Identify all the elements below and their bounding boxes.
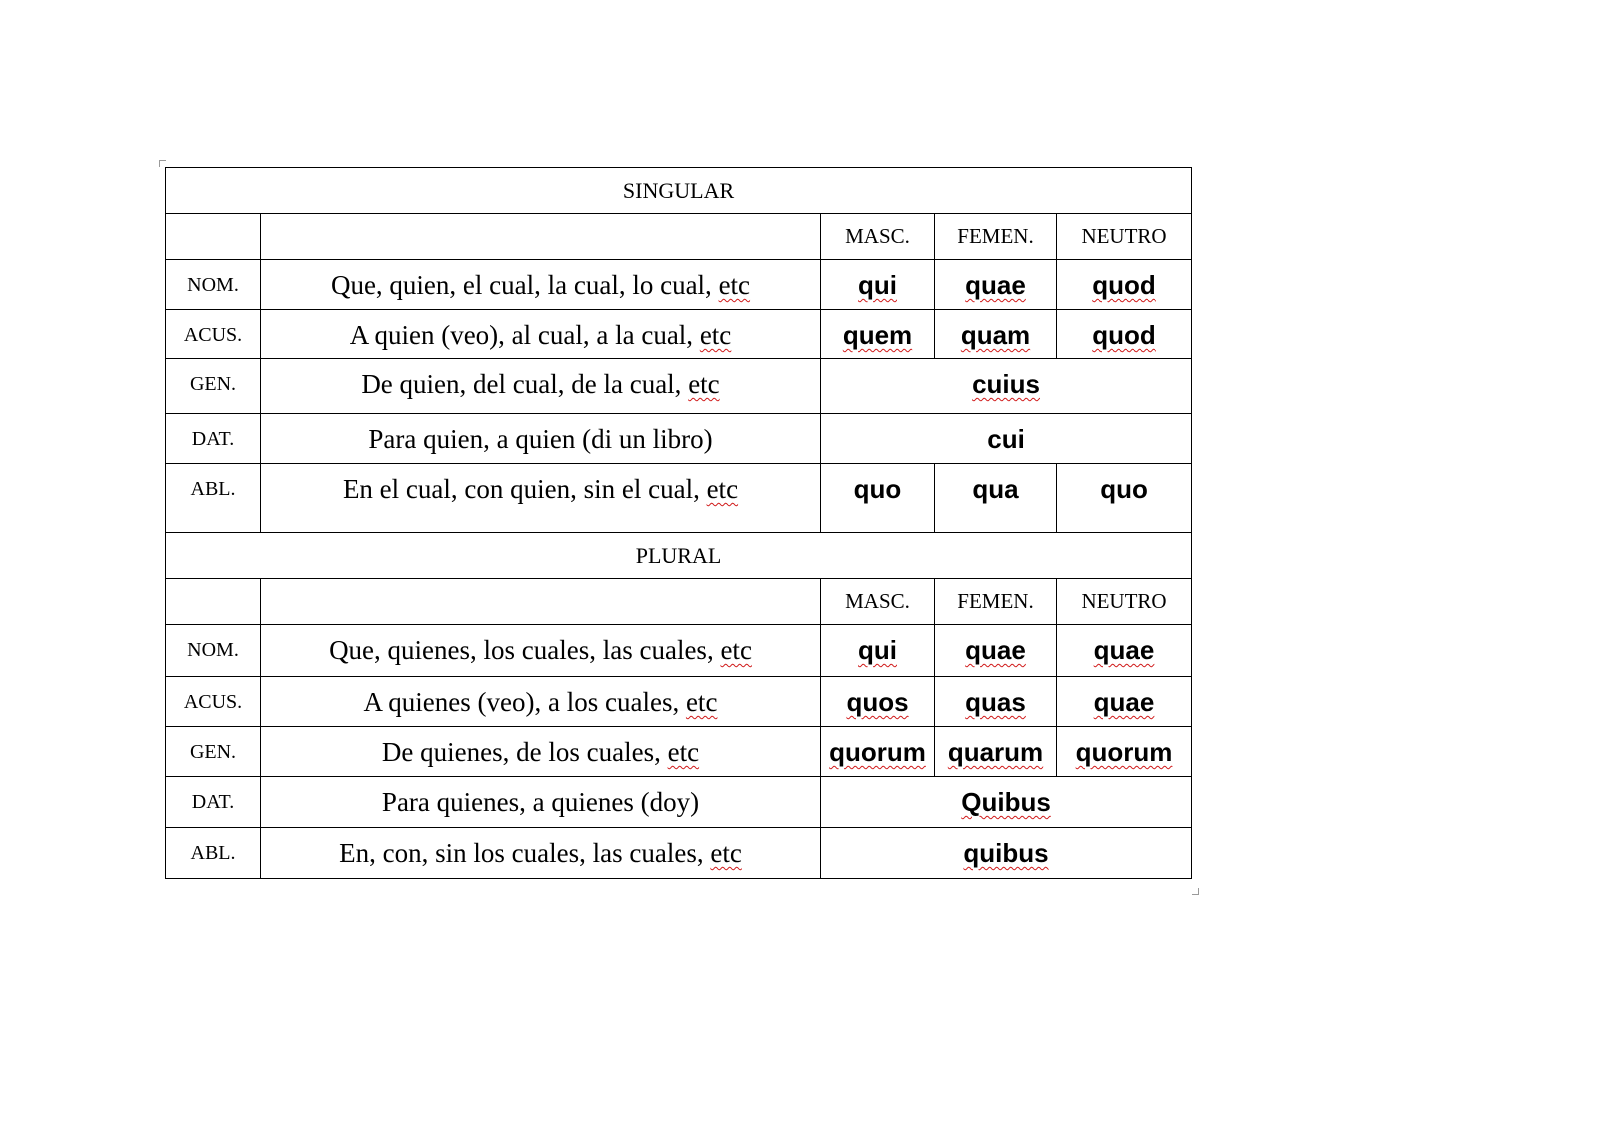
- form-text: cui: [987, 424, 1025, 454]
- form-all-genders: [821, 777, 1192, 828]
- header-empty-cell: [261, 214, 821, 260]
- form-text: quo: [853, 474, 902, 504]
- meaning-tail: etc: [706, 474, 739, 504]
- meaning-tail: etc: [688, 369, 720, 399]
- case-label: ACUS.: [166, 677, 261, 727]
- meaning-cell: [261, 777, 821, 828]
- form-neutro: [1057, 677, 1192, 727]
- form-text: Quibus: [961, 787, 1051, 817]
- form-masc: [821, 677, 935, 727]
- meaning-cell: [261, 828, 821, 879]
- form-masc: [821, 727, 935, 777]
- meaning-text: Para quienes, a quienes (doy): [381, 787, 700, 817]
- form-masc: [821, 625, 935, 677]
- table-row: [166, 677, 1192, 727]
- table-row: [166, 625, 1192, 677]
- header-femen: FEMEN.: [935, 214, 1057, 260]
- case-label: ABL.: [166, 464, 261, 533]
- meaning-text: A quienes (veo), a los cuales,: [363, 687, 680, 717]
- form-text: quae: [1093, 687, 1155, 717]
- meaning-text: De quien, del cual, de la cual,: [361, 369, 682, 399]
- singular-header-row: [166, 214, 1192, 260]
- header-empty-cell: [261, 579, 821, 625]
- section-title-plural: PLURAL: [166, 533, 1192, 579]
- meaning-cell: [261, 625, 821, 677]
- form-text: quae: [965, 270, 1026, 300]
- form-masc: [821, 310, 935, 359]
- case-label: NOM.: [166, 260, 261, 310]
- table-move-handle: [159, 160, 166, 167]
- header-masc: MASC.: [821, 579, 935, 625]
- header-empty-cell: [166, 214, 261, 260]
- section-title-singular: SINGULAR: [166, 168, 1192, 214]
- meaning-text: De quienes, de los cuales,: [381, 737, 661, 767]
- header-neutro: NEUTRO: [1057, 214, 1192, 260]
- form-text: qui: [858, 635, 897, 665]
- table-row: [166, 260, 1192, 310]
- case-label: ABL.: [166, 828, 261, 879]
- meaning-cell: [261, 260, 821, 310]
- form-text: quae: [1093, 635, 1155, 665]
- header-masc: MASC.: [821, 214, 935, 260]
- form-femen: [935, 727, 1057, 777]
- meaning-text: En, con, sin los cuales, las cuales,: [339, 838, 704, 868]
- form-all-genders: [821, 359, 1192, 414]
- form-all-genders: [821, 828, 1192, 879]
- form-text: quae: [965, 635, 1026, 665]
- meaning-cell: [261, 310, 821, 359]
- case-label: GEN.: [166, 727, 261, 777]
- case-label: GEN.: [166, 359, 261, 414]
- meaning-tail: etc: [718, 270, 751, 300]
- table-row: [166, 727, 1192, 777]
- singular-title-row: [166, 168, 1192, 214]
- meaning-cell: [261, 677, 821, 727]
- meaning-cell: [261, 727, 821, 777]
- case-label: DAT.: [166, 777, 261, 828]
- form-neutro: [1057, 260, 1192, 310]
- table-row: [166, 777, 1192, 828]
- meaning-text: En el cual, con quien, sin el cual,: [342, 474, 700, 504]
- plural-header-row: [166, 579, 1192, 625]
- form-neutro: [1057, 310, 1192, 359]
- form-femen: [935, 310, 1057, 359]
- meaning-cell: [261, 359, 821, 414]
- form-text: quibus: [963, 838, 1049, 868]
- form-text: quorum: [829, 737, 926, 767]
- case-label: DAT.: [166, 414, 261, 464]
- meaning-cell: [261, 414, 821, 464]
- form-text: qui: [858, 270, 897, 300]
- table-row: [166, 359, 1192, 414]
- form-masc: [821, 464, 935, 533]
- meaning-tail: etc: [667, 737, 700, 767]
- case-label: NOM.: [166, 625, 261, 677]
- table-resize-handle: [1192, 888, 1199, 895]
- form-text: quam: [960, 320, 1031, 350]
- meaning-text: Para quien, a quien (di un libro): [368, 424, 713, 454]
- meaning-tail: etc: [710, 838, 742, 868]
- form-text: quem: [842, 320, 913, 350]
- form-text: quos: [846, 687, 909, 717]
- meaning-cell: [261, 464, 821, 533]
- meaning-tail: etc: [685, 687, 718, 717]
- form-neutro: [1057, 625, 1192, 677]
- header-neutro: NEUTRO: [1057, 579, 1192, 625]
- form-neutro: [1057, 464, 1192, 533]
- table-row: [166, 464, 1192, 533]
- form-femen: [935, 464, 1057, 533]
- form-text: quod: [1092, 320, 1156, 350]
- table-row: [166, 310, 1192, 359]
- header-empty-cell: [166, 579, 261, 625]
- plural-title-row: [166, 533, 1192, 579]
- meaning-tail: etc: [699, 320, 732, 350]
- form-femen: [935, 625, 1057, 677]
- header-femen: FEMEN.: [935, 579, 1057, 625]
- form-text: quod: [1092, 270, 1156, 300]
- meaning-text: Que, quien, el cual, la cual, lo cual,: [330, 270, 712, 300]
- form-neutro: [1057, 727, 1192, 777]
- form-text: quo: [1100, 474, 1148, 504]
- form-text: quas: [965, 687, 1026, 717]
- form-all-genders: [821, 414, 1192, 464]
- relative-pronoun-declension-table: [165, 167, 1192, 879]
- form-femen: [935, 677, 1057, 727]
- form-text: quarum: [947, 737, 1044, 767]
- table-row: [166, 414, 1192, 464]
- form-femen: [935, 260, 1057, 310]
- meaning-text: A quien (veo), al cual, a la cual,: [349, 320, 694, 350]
- meaning-text: Que, quienes, los cuales, las cuales,: [329, 635, 714, 665]
- form-text: quorum: [1075, 737, 1173, 767]
- table-row: [166, 828, 1192, 879]
- form-masc: [821, 260, 935, 310]
- meaning-tail: etc: [720, 635, 752, 665]
- case-label: ACUS.: [166, 310, 261, 359]
- form-text: qua: [972, 474, 1019, 504]
- form-text: cuius: [972, 369, 1040, 399]
